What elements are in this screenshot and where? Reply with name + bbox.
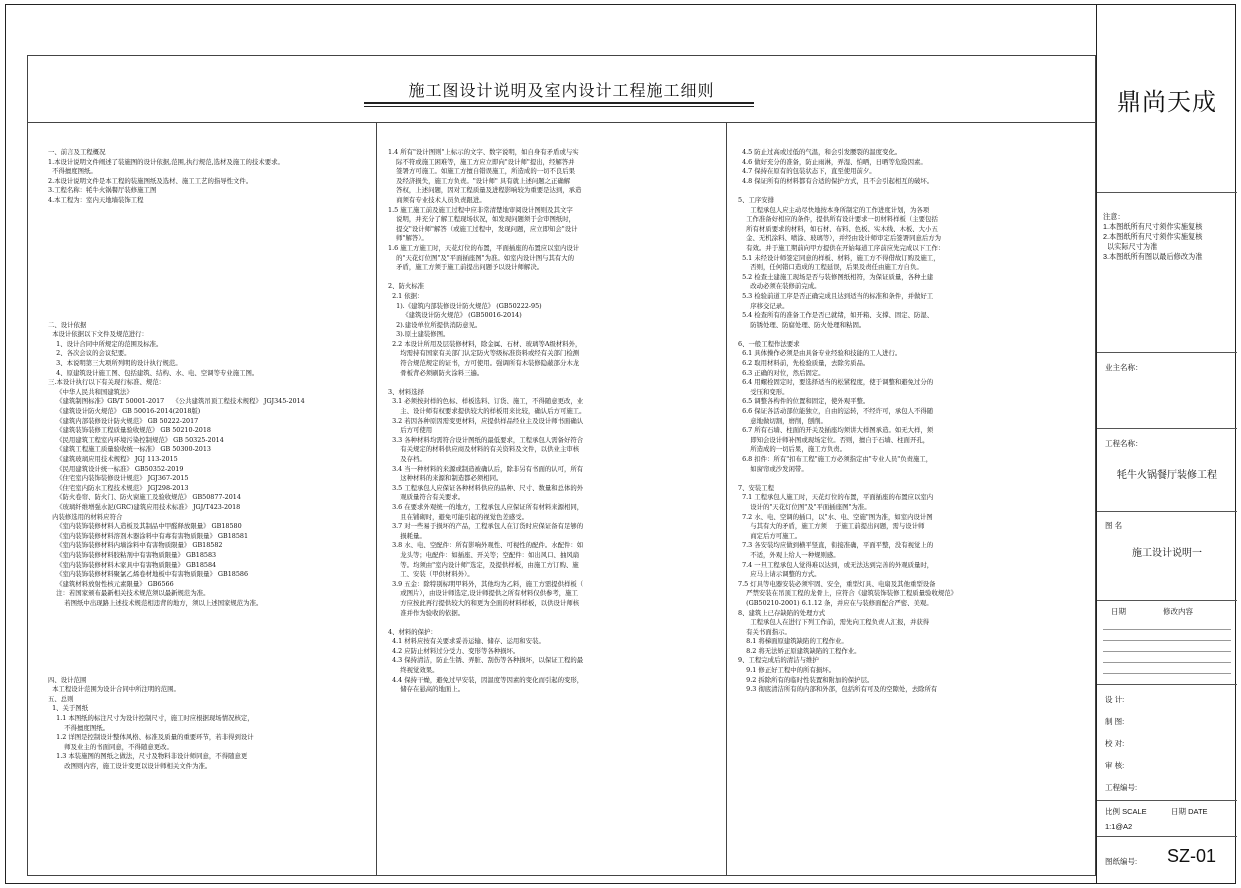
check-label: 校 对:: [1105, 739, 1125, 748]
revision-row: [1103, 663, 1231, 674]
divider: [1097, 836, 1237, 837]
revision-row: [1103, 652, 1231, 663]
sheet-number: SZ-01: [1167, 846, 1217, 866]
title-block: [1096, 4, 1237, 884]
design-label: 设 计:: [1105, 695, 1125, 704]
sheet-number-label: 图纸编号:: [1105, 857, 1138, 866]
scale-value: 1:1@A2: [1105, 822, 1133, 831]
text-column-2: 1.4 所有"设计图则"上标示的文字、数字说明，如自身有矛盾或与实 际不符或施工困难等，施工方应立即向"设计师"提出，经解答并 签署方可施工。如施工方擅自错误施工，所造成的一切不良后果 及经济损失，施工方负责。"设计师" 具有就上述问题之正确解 答权，上述问题，因对工程质量及进程影响较为重要是达到，承造 商须有专业技术人员负责跟进。 1.5 施工施工前及施工过程中应非常清楚地审阅设计图则及其文字 说明，并充分了解工程现场状况，如发现问题须于会审图纸时， 提交"设计师"解答（或施工过程中，发现问题，应立即知会"设计 师"解答）。 1.6 施工方施工时，天花灯位的布置，平面插座的布置应以室内设计 的"天花灯位图"及"平面插座图"为准。如室内设计图与其有大的 矛盾，施工方须于施工前提出问题予以设计师解决。 2、防火标准 2.1 依据： 1).《建筑内部装修设计防火规范》 (GB50222-95) 《建筑设计防火规范》 (GB50016-2014) 2).建设单位所提供消防意见。 3).原土建装修图。 2.2 本设计所用及层装修材料，除金属、石材、玻璃等A级材料外， 均需持有国家有关部门认定防火等级标准资料或经有关部门检测 符合规范规定的证书，方可使用。强调所有木装修隐蔽部分木龙 骨板背必须刷防火涂料三遍。 3、材料选择 3.1 必须按封样的色标、样板选料、订货、施工，不得随意更改，业 主、设计师有权要求提供较大的样板用来比较，确认后方可施工。 3.2 若因各种原因需变更材料，应提供样品经业主及设计师书面确认 后方可使用 3.3 各种材料均需符合设计图纸的最低要求，工程承包人需备好符合 有关规定的材料供应商及材料的有关资料及文件，以供业主审核 及存档。 3.4 当一种材料的来源或制造被确认后，除非另有书面的认可，所有 这种材料的来源和制造都必须相同。 3.5 工程承包人应保证各种材料供应的品种、尺寸、数量和总体的外 观质量符合有关要求。 3.6 在要求外观统一的地方，工程承包人应保证所有材料来源相同， 且在铺砌时，避免可能引起的视觉色差感受。 3.7 对一些易于损坏的产品，工程承包人在订货时应保证备有足够的 损耗量。 3.8 水、电、空配件：所有影响外观性、可视性的配件。水配件：如 龙头等；电配件：如插座、开关等；空配件：如出风口、抽风扇 等。均须由"室内设计师"选定，及提供样板，由施工方订购、施 工、安装（甲供材料外）。 3.9 五金：除特别标明甲料外，其他均为乙料，施工方需提供样板（ 或图片），由设计师选定,设计师提供之所有材料仅供参考，施工 方应按此再行提供较大的和更为全面的材料样板，以供设计师核 准并作为验收的依据。 4、材料的保护： 4.1 材料应按有关要求妥善运输、储存、运用和安装。 4.2 应防止材料过分受力、变形等各种损坏。 4.3 保持清洁，防止生锈、弄脏、刮伤等各种损坏，以保证工程的最 终视觉效果。 4.4 保持干燥，避免过早安装，因温度等因素的变化而引起的变形， 储存在悬高的地面上。: [388, 148, 586, 694]
scale-label: 比例 SCALE: [1105, 807, 1147, 816]
revision-content-label: 修改内容: [1163, 607, 1193, 616]
drawing-name: 施工设计说明一: [1132, 548, 1202, 559]
divider: [1097, 684, 1237, 685]
revision-row: [1103, 619, 1231, 630]
title-underline: [364, 102, 754, 104]
divider: [1097, 352, 1237, 353]
divider: [1097, 428, 1237, 429]
title-underline-thin: [364, 106, 754, 107]
project-name: 牦牛火锅餐厅装修工程: [1117, 470, 1217, 481]
revision-row: [1103, 630, 1231, 641]
content-area: [27, 122, 1096, 876]
owner-label: 业主名称：: [1105, 363, 1143, 372]
revision-row: [1103, 641, 1231, 652]
revision-table: [1103, 619, 1231, 674]
column-divider: [726, 122, 727, 875]
divider: [1097, 800, 1237, 801]
drawing-label: 图 名: [1105, 521, 1123, 530]
text-column-3: 4.5 防止过高或过低的气温，和会引发腰裂的温度变化。 4.6 做好充分的准备，防止雨淋，弄湿、怕晒，日晒等危险因素。 4.7 保持在原有的包装状态下，直至使用前夕。 4.8 保证所有的材料都有合适的保护方式，且不会引起相互的破坏。 5、工序安排 工程承包人应主动尽快地按本身所制定的工作进度计划，为各项 工作准备好相应的条件，提供所有设计要求一切材料样板（主要包括 所有材质要求的材料，如石材、布料、色板、实木线、木板、大小五 金、无机涂料、喷涂、玻璃等），并经由设计师审定后签署同意后方为 有效。并于施工期前向甲方提供在开始每道工序前应先完成以下工作： 5.1 未经设计师签定同意的样板、材料，施工方不得借故订购及施工， 否则，任何错口造成的工程延误，后果及责任由施工方自负。 5.2 检查土建施工现场是否与装修图纸相符，为保证质量，各种土建 改动必须在装修前完成。 5.3 检验前道工序是否正确完成且达到适当的标准和条件，并做好工 序移交记录。 5.4 检查所有的准备工作是否已就绪，如开箱、支撑、固定、防湿、 防锈处理、防腐处理、防火处理和粘固。 6、一般工程作法要求 6.1 具体操作必须是由具备专业经验和技能的工人进行。 6.2 取用材料前，先检验质量，去除劣质品。 6.3 正确的对位，然后固定。 6.4 用螺栓固定时，要选择适当的松紧程度，使于调整和避免过分的 受压和变形。 6.5 调整各构件的位置和固定，使外观平整。 6.6 保证各活动部位能独立，自由的运转，不经许可，承包人不得随 意地做切割，磨削，刨削。 6.7 所有石墙、柱面的开关及插座均须讲大样图承造。如无大样，须 即知会设计师补图或现场定位。否则，擅自于石墙、柱面开孔， 所造成的一切后果，施工方负责。 6.8 扣件：所有"扣布工程"施工方必须指定由"专业人员"负责施工， 如窗帘或沙发闲带。 7、安装工程 7.1 工程承包人施工时，天花灯位的布置，平面插座的布置应以室内 设计的"天花灯位图"及"平面插座图"为准。 7.2 水、电、空调的插口，以"水、电、空施"图为准，如室内设计图 与其有大的矛盾，施工方须 于施工前提出问题，需与设计师 商定后方可施工。 7.3 各安装均应做到横平竖直，衔接准确，平面平整，没有视觉上的 不适，外观上给人一种规则感。 7.4 一旦工程承包人觉得难以达到，或无法达到完善的外观质量时， 应马上请示调整的方式。 7.5 灯具等电器安装必须牢固、安全，重型灯具、电扇及其他重型设备 严禁安装在吊顶工程的龙骨上，应符合《建筑装饰装修工程质量验收规范》 (GB50210-2001) 6.1.12 条，并应在与装修面配合严密、美观。 8、建筑上已存缺陷的处理方式 工程承包人在进行下列工作前，需先向工程负责人汇报，并获得 有关书面指示。 8.1 将梯面原建筑缺陷的工程作业。 8.2 将无法矫正原建筑缺陷的工程作业。 9、工程完成后的清洁与维护 9.1 修正好工程中的所有损坏。 9.2 拆除所有的临时性装置和附加的保护层。 9.3 彻底清洁所有的内部和外部，包括所有可及的空隙处，去除所有: [738, 148, 958, 694]
review-label: 审 核:: [1105, 761, 1125, 770]
draw-label: 制 图:: [1105, 717, 1125, 726]
revision-date-label: 日期: [1111, 607, 1126, 616]
text-column-1: 一、前言及工程概况 1.本设计说明文件阐述了装施图的设计依据,范围,执行规范,选材及施工的技术要求。 不得擅度图纸。 2.本设计说明文件是本工程的装施图纸及选材、施工工艺的指导性文件。 3.工程名称：牦牛火锅餐厅装修施工图 4.本工程为：室内天地墙装饰工程 二、设计依据 本设计依据以下文件及规范进行： 1、设计合同中所规定的范围及标准。 2、各次会议的会议纪要。 3、本说明第三大项所列明的设计执行规范。 4、原建筑设计施工图、包括建筑、结构、水、电、空调等专业施工图。 三.本设计执行以下有关现行标准、规范： 《中华人民共和国建筑法》 《建筑制图标准》GB/T 50001-2017 《公共建筑吊顶工程技术规程》 JGJ345-2014 《建筑设计防火规范》 GB 50016-2014(2018版) 《建筑内部装修设计防火规范》 GB 50222-2017 《建筑装饰装修工程质量验收规范》 GB 50210-2018 《民用建筑工程室内环境污染控制规范》 GB 50325-2014 《建筑工程施工质量验收统一标准》 GB 50300-2013 《建筑玻璃应用技术规程》 JGJ 113-2015 《民用建筑设计统一标准》 GB50352-2019 《住宅室内装饰装修设计规范》 JGJ367-2015 《住宅室内防水工程技术规范》 JGJ298-2013 《防火卷帘、防火门、防火窗施工及验收规范》 GB50877-2014 《玻璃纤维增强水泥(GRC)建筑应用技术标准》 JGJ/T423-2018 内装修选用的材料应符合 《室内装饰装修材料人造板及其制品中甲醛释放限量》 GB18580 《室内装饰装修材料溶剂木器涂料中有毒有害物质限量》 GB18581 《室内装饰装修材料内墙涂料中有害物质限量》 GB18582 《室内装饰装修材料胶粘剂中有害物质限量》 GB18583 《室内装饰装修材料木家具中有害物质限量》 GB18584 《室内装饰装修材料聚氯乙烯卷材地板中有害物质限量》 GB18586 《建筑材料放射性核元素限量》 GB6566 注：若国家颁布最新相关技术规范须以最新规范为准。 若图纸中出现路上述技术规范相违背的地方，须以上述国家规范为准。 四、设计范围 本工程设计范围为设计合同中所注明的范围。 五、总则 1、关于图纸 1.1 本图纸的标注尺寸为设计控制尺寸，施工时应根据现场情况核定， 不得擅度图纸。 1.2 详图是控制设计整体风格、标准及质量的重要环节，若非得到设计 师及业主的书面同意，不得随意更改。 1.3 本装施图的图纸之做法，尺寸及物料非设计师同意，不得随意更 改图则内容，施工设计变更以设计师相关文件为准。: [48, 148, 305, 770]
project-number-label: 工程编号:: [1105, 783, 1138, 792]
divider: [1097, 511, 1237, 512]
column-divider: [376, 122, 377, 875]
notes: 注意： 1.本图纸所有尺寸须作实施复核 2.本图纸所有尺寸须作实施复核 以实际尺寸为准 3.本图纸所有图以最后修改为准: [1103, 212, 1203, 261]
divider: [1097, 600, 1237, 601]
page-title: 施工图设计说明及室内设计工程施工细则: [408, 81, 715, 100]
company-name: 鼎尚天成: [1117, 88, 1217, 116]
project-label: 工程名称：: [1105, 439, 1143, 448]
divider: [1097, 192, 1237, 193]
title-bar: [27, 55, 1096, 123]
date-label: 日期 DATE: [1171, 807, 1208, 816]
